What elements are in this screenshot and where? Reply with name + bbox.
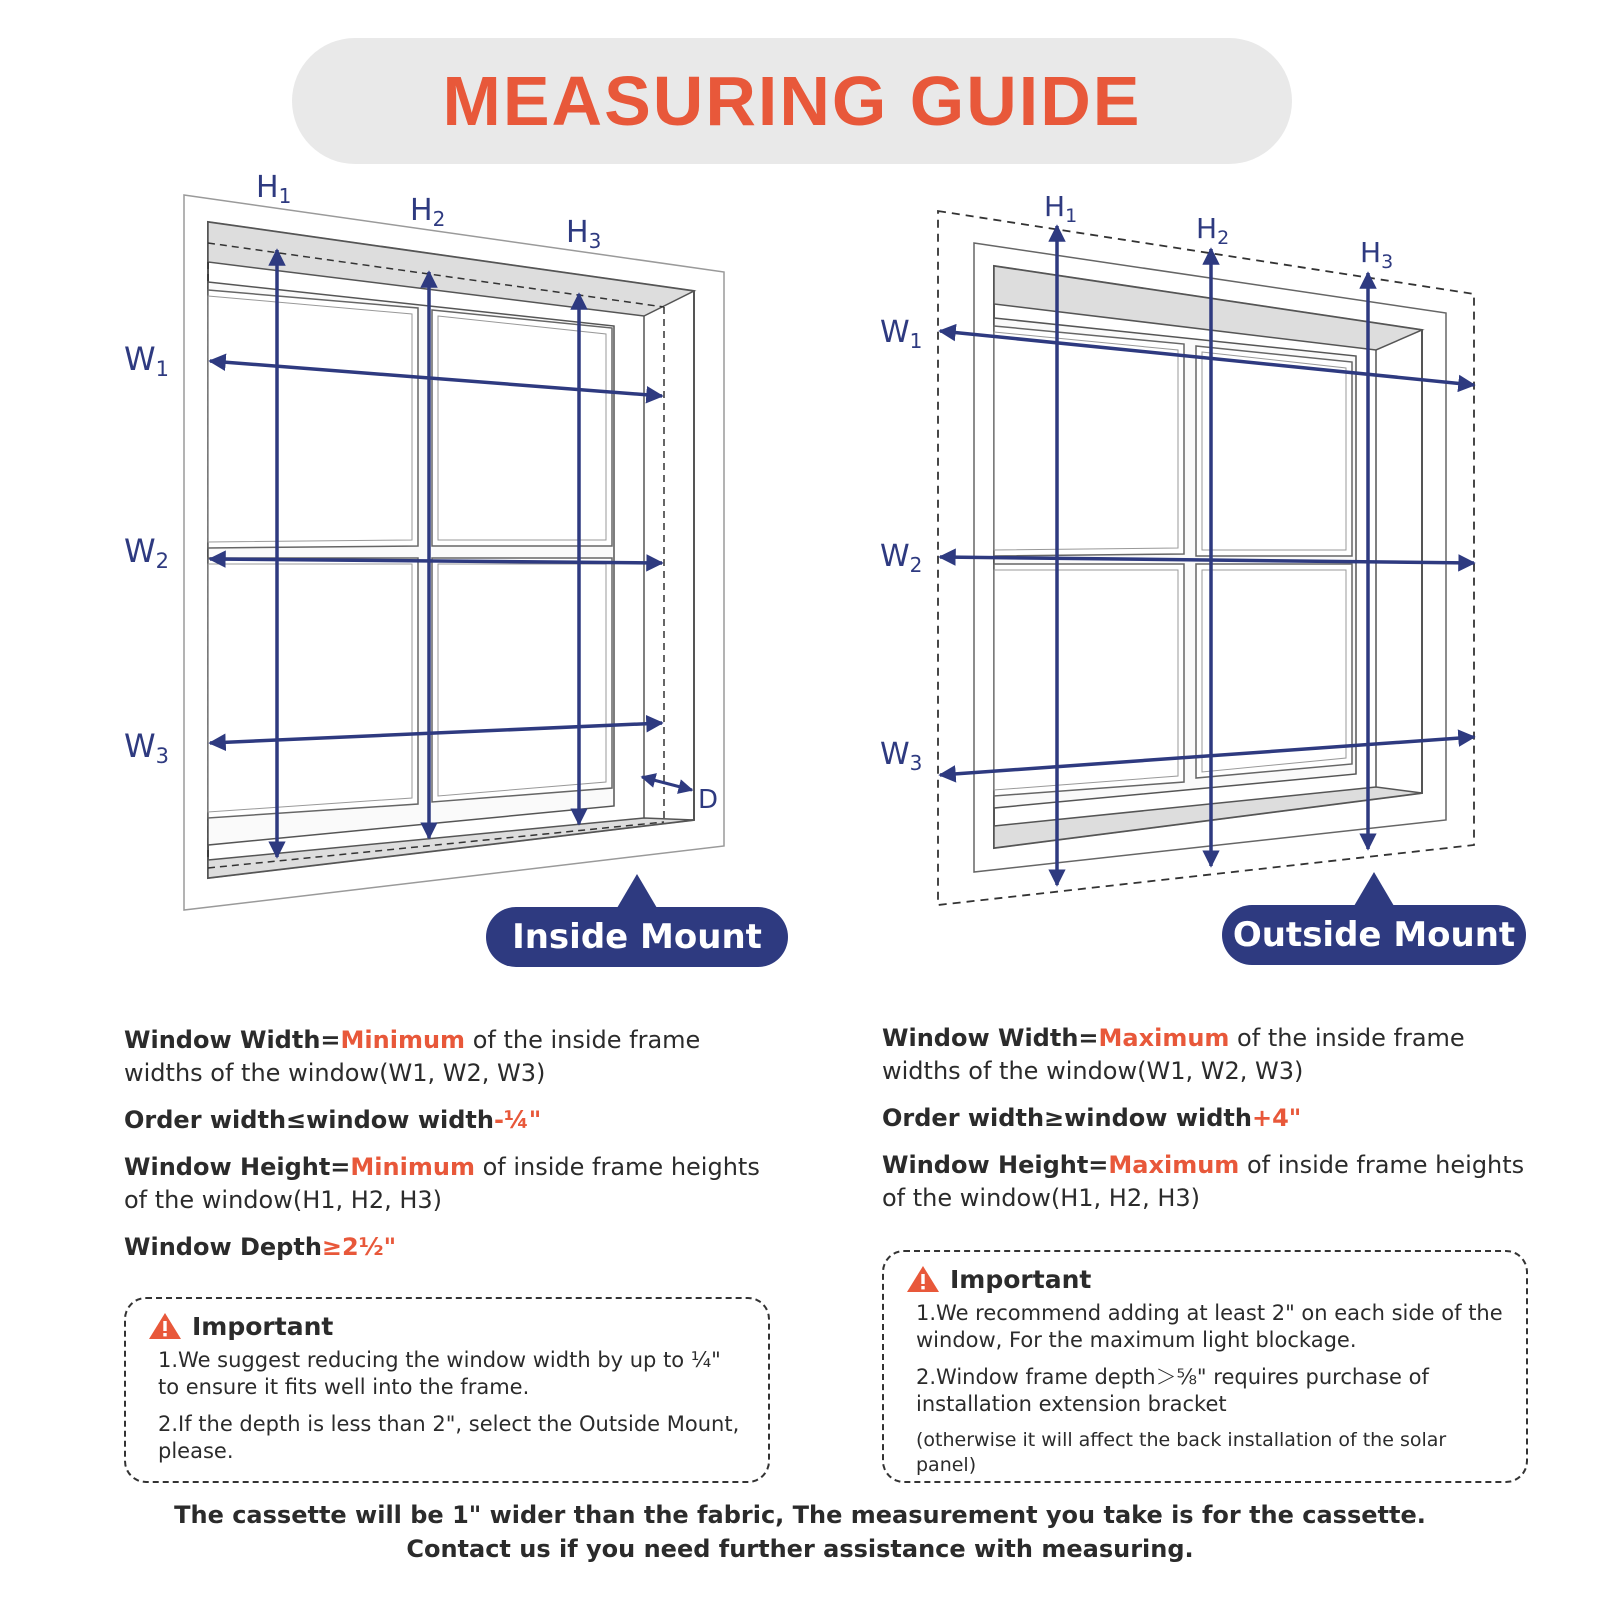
inside-mount-window: [184, 195, 724, 910]
outside-instructions: [882, 1022, 1542, 1229]
inside-w1-label: W1: [124, 340, 170, 381]
outside-height-rule: Window Height=Maximum of inside frame heights of the window(H1, H2, H3): [882, 1151, 1525, 1212]
outside-w1-label: $W_1$: [880, 315, 923, 353]
inside-h2-label: $H_2$: [410, 193, 446, 231]
warning-icon: [906, 1264, 940, 1294]
footer-line-1: The cassette will be 1" wider than the fabric, The measurement you take is for the cassette.: [174, 1501, 1426, 1529]
inside-mount-badge: [486, 907, 788, 967]
inside-important-item-1: 1.We suggest reducing the window width by up to ¼" to ensure it fits well into the frame.: [158, 1348, 721, 1399]
inside-important-box: [124, 1297, 770, 1483]
inside-order-rule: Order width≤window width-¼": [124, 1106, 542, 1134]
outside-w3-label: $W_3$: [880, 737, 923, 775]
warning-icon: [148, 1311, 182, 1341]
outside-important-item-2: 2.Window frame depth＞⅝" requires purchase of installation extension bracket: [916, 1365, 1429, 1416]
inside-depth-label: D: [698, 785, 719, 815]
outside-mount-label: Outside Mount: [1232, 915, 1516, 955]
outside-h2-label: $H_2$: [1196, 212, 1230, 249]
inside-important-item-2: 2.If the depth is less than 2", select the Outside Mount, please.: [158, 1412, 740, 1463]
outside-important-note: (otherwise it will affect the back installation of the solar panel): [916, 1429, 1447, 1476]
inside-instructions: [124, 1024, 784, 1278]
inside-important-header: Important: [148, 1311, 746, 1341]
footer-line-2: Contact us if you need further assistance with measuring.: [406, 1535, 1194, 1563]
page-title: MEASURING GUIDE: [442, 62, 1142, 140]
outside-h1-label: $H_1$: [1044, 190, 1078, 227]
inside-height-rule: Window Height=Minimum of inside frame heights of the window(H1, H2, H3): [124, 1153, 760, 1214]
outside-w2-label: $W_2$: [880, 539, 923, 577]
outside-order-rule: Order width≥window width+4": [882, 1104, 1302, 1132]
inside-depth-rule: Window Depth≥2½": [124, 1233, 397, 1261]
inside-mount-label: Inside Mount: [512, 917, 762, 957]
outside-important-box: [882, 1250, 1528, 1483]
outside-important-item-1: 1.We recommend adding at least 2" on each side of the window, For the maximum light blockage.: [916, 1301, 1503, 1352]
inside-h1-label: $H_1$: [256, 170, 292, 208]
inside-width-rule: Window Width=Minimum of the inside frame widths of the window(W1, W2, W3): [124, 1026, 701, 1087]
inside-w2-label: W2: [124, 532, 170, 573]
footer-notes: [0, 1498, 1600, 1566]
outside-mount-badge: [1222, 905, 1526, 965]
outside-important-header: Important: [906, 1264, 1504, 1294]
inside-h3-label: $H_3$: [566, 215, 602, 253]
inside-w3-label: W3: [124, 727, 170, 768]
outside-h3-label: $H_3$: [1360, 236, 1394, 273]
outside-width-rule: Window Width=Maximum of the inside frame widths of the window(W1, W2, W3): [882, 1024, 1465, 1085]
